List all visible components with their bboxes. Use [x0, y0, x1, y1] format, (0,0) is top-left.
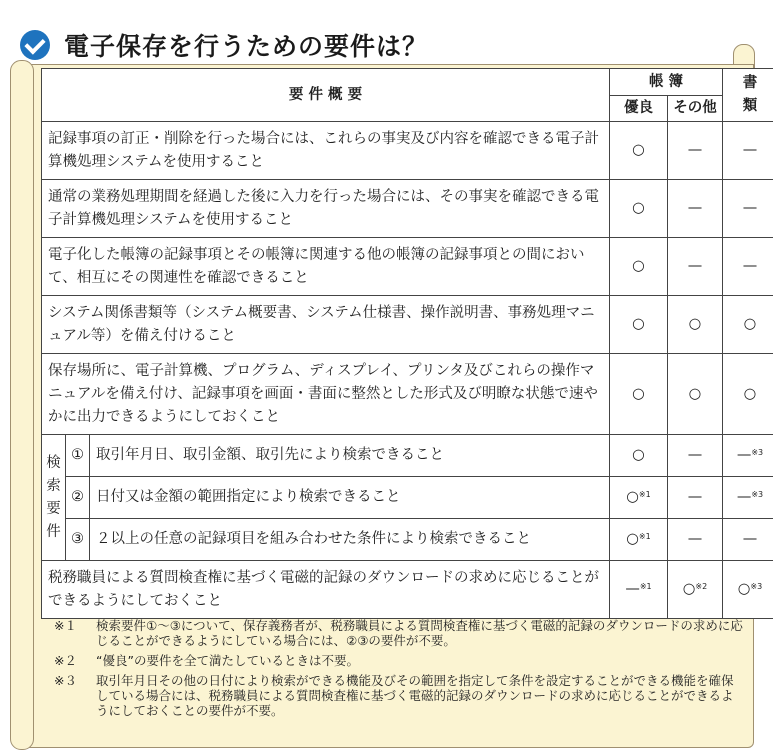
header-summary: 要 件 概 要: [42, 69, 610, 122]
note-item: [54, 673, 744, 718]
search-num: ①: [66, 435, 90, 477]
search-label-char: 索: [46, 477, 61, 494]
mark-sonota: ○: [668, 296, 723, 354]
header-books: 帳 簿: [610, 69, 723, 96]
mark-shorui: —: [723, 519, 773, 561]
note-item: [54, 653, 744, 668]
search-row: [42, 435, 773, 477]
note-text: “優良”の要件を全て満たしているときは不要。: [96, 653, 359, 668]
mark-sonota: —: [668, 122, 723, 180]
search-row: [42, 477, 773, 519]
mark-shorui: —$^{※3}$: [723, 477, 773, 519]
search-label: [42, 435, 66, 561]
mark-shorui: —$^{※3}$: [723, 435, 773, 477]
search-row: [42, 519, 773, 561]
header-shorui: [723, 69, 773, 122]
mark-sonota: ○$^{※2}$: [668, 561, 723, 619]
notes: [54, 618, 744, 723]
scroll-left-roll: [10, 60, 34, 750]
mark-yuryo: ○: [610, 435, 668, 477]
search-num: ③: [66, 519, 90, 561]
row-text: 保存場所に、電子計算機、プログラム、ディスプレイ、プリンタ及びこれらの操作マニュアルを備え付け、記録事項を画面・書面に整然とした形式及び明瞭な状態で速やかに出力できるようにしておくこと: [42, 354, 610, 435]
note-key: ※２: [54, 653, 77, 668]
mark-yuryo: ○: [610, 180, 668, 238]
header-shorui-line1: 書: [742, 75, 758, 91]
note-item: [54, 618, 744, 648]
table-row: [42, 180, 773, 238]
note-key: ※３: [54, 673, 77, 688]
mark-yuryo: —$^{※1}$: [610, 561, 668, 619]
search-num: ②: [66, 477, 90, 519]
mark-shorui: —: [723, 122, 773, 180]
header-yuryo: 優良: [610, 96, 668, 122]
mark-shorui: ○: [723, 296, 773, 354]
mark-yuryo: ○: [610, 238, 668, 296]
table-row: [42, 354, 773, 435]
mark-yuryo: ○: [610, 122, 668, 180]
mark-shorui: —: [723, 180, 773, 238]
title-bar: [20, 28, 428, 62]
table-row: [42, 238, 773, 296]
mark-shorui: —: [723, 238, 773, 296]
row-text: 記録事項の訂正・削除を行った場合には、これらの事実及び内容を確認できる電子計算機処理システムを使用すること: [42, 122, 610, 180]
search-label-char: 要: [46, 500, 61, 517]
mark-sonota: —: [668, 519, 723, 561]
note-text: 取引年月日その他の日付により検索ができる機能及びその範囲を指定して条件を設定することができる機能を確保している場合には、税務職員による質問検査権に基づく電磁的記録のダウンロードの求めに応じることができるようにしておくことの要件が不要。: [96, 673, 734, 718]
note-key: ※１: [54, 618, 77, 633]
header-sonota: その他: [668, 96, 723, 122]
mark-shorui: ○: [723, 354, 773, 435]
note-text: 検索要件①～③について、保存義務者が、税務職員による質問検査権に基づく電磁的記録のダウンロードの求めに応じることができるようにしている場合には、②③の要件が不要。: [96, 618, 743, 648]
search-label-char: 件: [46, 523, 61, 540]
requirements-table: [41, 68, 773, 619]
search-text: ２以上の任意の記録項目を組み合わせた条件により検索できること: [90, 519, 610, 561]
row-text: 電子化した帳簿の記録事項とその帳簿に関連する他の帳簿の記録事項との間において、相互にその関連性を確認できること: [42, 238, 610, 296]
mark-sonota: —: [668, 477, 723, 519]
mark-sonota: —: [668, 180, 723, 238]
mark-yuryo: ○$^{※1}$: [610, 477, 668, 519]
mark-sonota: —: [668, 238, 723, 296]
search-label-char: 検: [46, 454, 61, 471]
mark-shorui: ○$^{※3}$: [723, 561, 773, 619]
mark-yuryo: ○$^{※1}$: [610, 519, 668, 561]
mark-sonota: ○: [668, 354, 723, 435]
header-shorui-line2: 類: [742, 98, 758, 114]
row-text: システム関係書類等（システム概要書、システム仕様書、操作説明書、事務処理マニュアル等）を備え付けること: [42, 296, 610, 354]
mark-yuryo: ○: [610, 296, 668, 354]
search-text: 取引年月日、取引金額、取引先により検索できること: [90, 435, 610, 477]
row-text: 税務職員による質問検査権に基づく電磁的記録のダウンロードの求めに応じることができるようにしておくこと: [42, 561, 610, 619]
table-row: [42, 561, 773, 619]
check-icon: [20, 30, 50, 60]
table-row: [42, 296, 773, 354]
mark-sonota: —: [668, 435, 723, 477]
row-text: 通常の業務処理期間を経過した後に入力を行った場合には、その事実を確認できる電子計算機処理システムを使用すること: [42, 180, 610, 238]
table-row: [42, 122, 773, 180]
search-text: 日付又は金額の範囲指定により検索できること: [90, 477, 610, 519]
page-title: 電子保存を行うための要件は？: [64, 32, 429, 61]
mark-yuryo: ○: [610, 354, 668, 435]
